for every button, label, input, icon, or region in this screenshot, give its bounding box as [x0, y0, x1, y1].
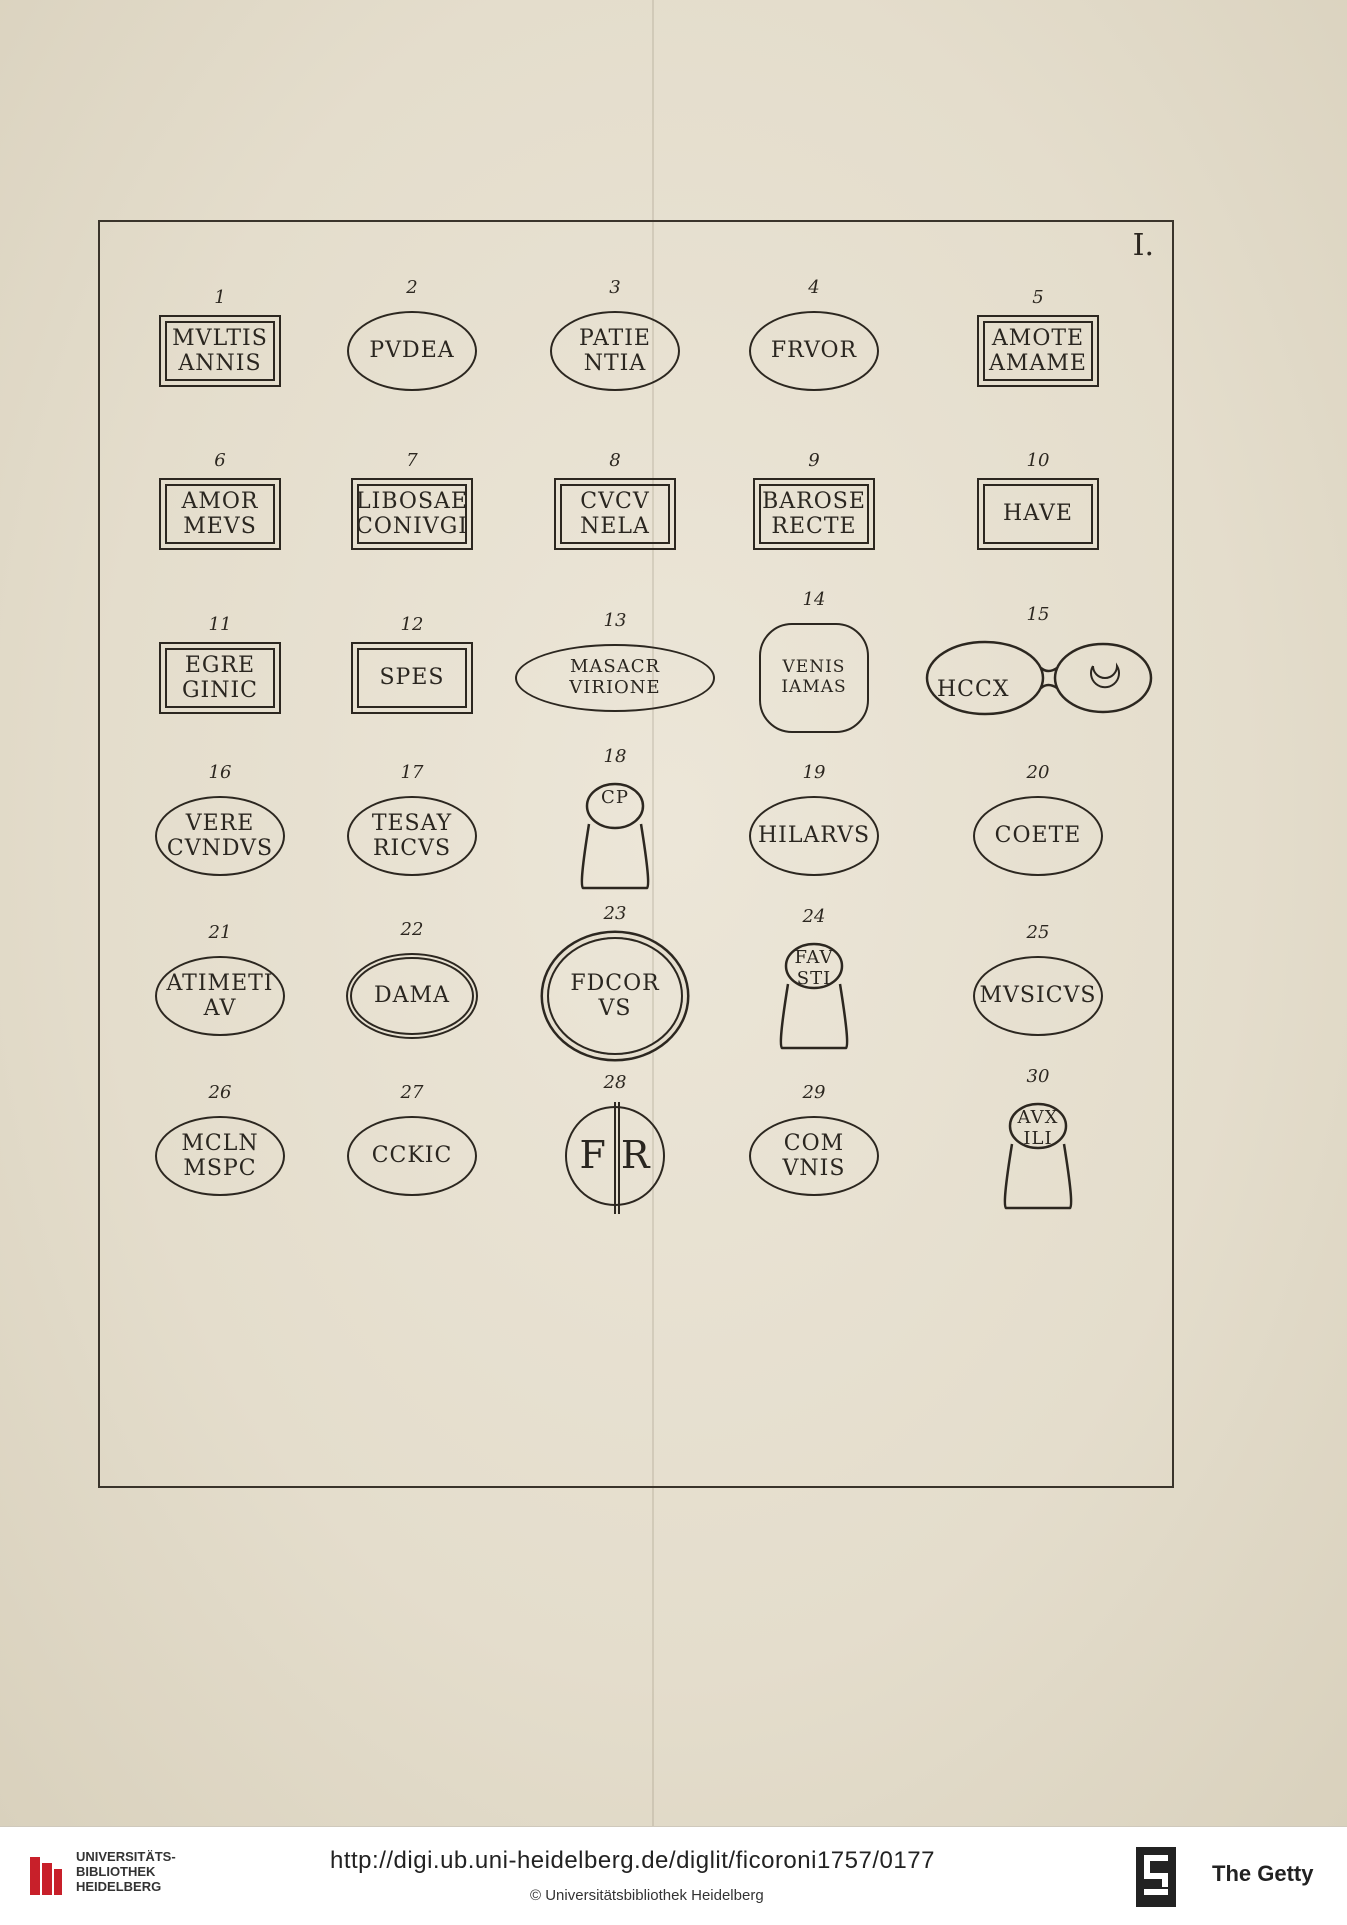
- gem-inscription-line: PATIE: [579, 325, 651, 351]
- gem-inscription-line: MEVS: [183, 514, 257, 539]
- gem-inscription-line: LIBOSAE: [356, 488, 468, 514]
- copyright-notice: © Universitätsbibliothek Heidelberg: [530, 1887, 764, 1904]
- gem-shape: [347, 796, 477, 876]
- gem-number: 1: [214, 287, 226, 308]
- gem-inscription-line: AMOTE: [991, 325, 1085, 351]
- gem-inscription-line: EGRE: [184, 652, 256, 678]
- gem-number: 7: [406, 450, 418, 471]
- gem-inscription-line: VERE: [185, 810, 255, 836]
- gem-inscription-line: COM: [783, 1130, 845, 1156]
- gem-inscription-line: RECTE: [771, 514, 857, 539]
- gem-inscription-line: ILI: [1023, 1127, 1053, 1149]
- getty-name: The Getty: [1212, 1861, 1314, 1886]
- gem-inscription-line: RICVS: [372, 836, 452, 861]
- gem-number: 26: [208, 1082, 232, 1103]
- library-name-line-1: UNIVERSITÄTS-: [76, 1849, 176, 1864]
- gem-inscription-line: MSPC: [183, 1156, 257, 1181]
- gem-inscription-line: MVSICVS: [979, 983, 1097, 1009]
- gem-shape: [996, 1100, 1080, 1212]
- gem-inscription-line: AVX: [1017, 1107, 1059, 1128]
- gem-shape: [749, 311, 879, 391]
- gem-number: 4: [808, 277, 820, 298]
- gem-shape: [759, 623, 869, 733]
- gem-item: [347, 762, 477, 876]
- gem-inscription-line: ATIMETI: [166, 970, 274, 996]
- gem-inscription-line: IAMAS: [781, 677, 847, 697]
- gem-shape: [772, 940, 856, 1052]
- gem-item: [155, 762, 285, 876]
- gem-inscription-line: MASACR: [569, 656, 661, 678]
- gem-inscription-line: SPES: [379, 665, 445, 691]
- gem-shape: [357, 484, 467, 544]
- gem-inscription-line: CONIVGI: [356, 514, 468, 539]
- gem-number: 13: [603, 610, 627, 631]
- gem-inscription-line: MCLN: [181, 1130, 259, 1156]
- gem-shape: [547, 937, 683, 1055]
- gem-item: [973, 762, 1103, 876]
- gem-inscription-line: CP: [601, 787, 629, 808]
- gem-number: 17: [400, 762, 424, 783]
- gem-number: 21: [208, 922, 232, 943]
- gem-item: [983, 287, 1093, 381]
- gem-inscription-line: GINIC: [181, 678, 259, 703]
- gem-inscription-line: VNIS: [782, 1156, 846, 1181]
- gem-item: [772, 906, 856, 1052]
- gem-item: [749, 762, 879, 876]
- gem-number: 18: [603, 746, 627, 767]
- gem-number: 24: [802, 906, 826, 927]
- gem-inscription-line: CVCV: [580, 488, 650, 514]
- gem-item: [573, 746, 657, 892]
- gem-shape: [346, 953, 478, 1039]
- gem-number: 30: [1026, 1066, 1050, 1087]
- gem-number: 28: [603, 1072, 627, 1093]
- gem-number: 27: [400, 1082, 424, 1103]
- library-name-line-2: BIBLIOTHEK: [76, 1864, 156, 1879]
- gem-item: [749, 277, 879, 391]
- gem-shape: [347, 1116, 477, 1196]
- gem-inscription-line: HAVE: [1003, 501, 1073, 527]
- gem-shape: [759, 484, 869, 544]
- gem-shape: [749, 1116, 879, 1196]
- gem-item: [165, 287, 275, 381]
- gem-item: [565, 1072, 665, 1206]
- gem-number: 20: [1026, 762, 1050, 783]
- gem-inscription-line: MVLTIS: [172, 325, 268, 351]
- gem-shape: [550, 311, 680, 391]
- gem-inscription-line: DAMA: [374, 983, 450, 1009]
- gem-shape: [973, 796, 1103, 876]
- gem-item: [550, 277, 680, 391]
- gem-inscription-line: NTIA: [583, 351, 647, 376]
- gem-shape: [973, 956, 1103, 1036]
- gem-number: 11: [208, 614, 232, 635]
- gem-shape: [983, 484, 1093, 544]
- gem-inscription-line: BAROSE: [762, 488, 866, 514]
- gem-inscription-line: VS: [598, 996, 632, 1021]
- getty-logo-icon: [1134, 1845, 1178, 1909]
- gem-item: [749, 1082, 879, 1196]
- split-divider: [614, 1102, 620, 1214]
- gem-shape: [515, 644, 715, 712]
- gem-number: 2: [406, 277, 418, 298]
- gem-inscription-line: HCCX: [937, 677, 1010, 703]
- gem-item: [155, 1082, 285, 1196]
- gem-number: 5: [1032, 287, 1044, 308]
- gem-shape: [165, 321, 275, 381]
- gem-item: [923, 604, 1153, 718]
- library-name-line-3: HEIDELBERG: [76, 1879, 162, 1894]
- gem-shape: [155, 956, 285, 1036]
- gem-shape: [749, 796, 879, 876]
- gem-item: [547, 903, 683, 1055]
- gem-shape: [560, 484, 670, 544]
- gem-item: [347, 277, 477, 391]
- viewer-footer: [0, 1826, 1347, 1925]
- gem-number: 9: [808, 450, 820, 471]
- gem-shape: [347, 311, 477, 391]
- gem-item: [155, 922, 285, 1036]
- gem-inscription-line: AMAME: [989, 351, 1087, 376]
- gem-inscription-line: HILARVS: [757, 823, 871, 849]
- gem-item: [165, 614, 275, 708]
- gem-shape: [165, 484, 275, 544]
- gem-inscription-line: VIRIONE: [569, 677, 661, 698]
- gem-shape: [357, 648, 467, 708]
- gem-item: [759, 589, 869, 733]
- gem-inscription-line: ANNIS: [178, 351, 262, 376]
- heidelberg-library-logo-icon: [26, 1853, 66, 1899]
- gem-inscription-line: FRVOR: [770, 338, 858, 364]
- gem-item: [560, 450, 670, 544]
- library-name: [76, 1849, 176, 1894]
- gem-inscription-line: AV: [203, 996, 237, 1021]
- gem-item: [357, 614, 467, 708]
- gem-inscription-line: PVDEA: [369, 338, 455, 364]
- gem-number: 12: [400, 614, 424, 635]
- gem-inscription-line: R: [620, 1133, 651, 1178]
- gem-item: [347, 1082, 477, 1196]
- gem-number: 22: [400, 919, 424, 940]
- gem-inscription-line: NELA: [580, 514, 650, 539]
- gem-item: [973, 922, 1103, 1036]
- gem-shape: [155, 1116, 285, 1196]
- gem-shape: [573, 780, 657, 892]
- gem-shape: [983, 321, 1093, 381]
- gem-number: 15: [1026, 604, 1050, 625]
- gem-number: 8: [609, 450, 621, 471]
- gem-item: [346, 919, 478, 1039]
- permalink-url[interactable]: http://digi.ub.uni-heidelberg.de/diglit/ficoroni1757/0177: [330, 1847, 935, 1874]
- gem-inscription-line: TESAY: [371, 810, 453, 836]
- gem-item: [515, 610, 715, 712]
- plate-number: I.: [1132, 228, 1154, 263]
- gem-inscription-line: VENIS: [782, 657, 846, 678]
- gem-shape: [923, 638, 1153, 718]
- gem-number: 6: [214, 450, 226, 471]
- gem-inscription-line: STI: [796, 967, 832, 989]
- gem-inscription-line: FDCOR: [570, 970, 660, 996]
- gem-number: 10: [1026, 450, 1050, 471]
- gem-shape: [165, 648, 275, 708]
- gem-item: [983, 450, 1093, 544]
- gem-number: 14: [802, 589, 826, 610]
- gem-shape: [565, 1106, 665, 1206]
- gem-item: [165, 450, 275, 544]
- gem-inscription-line: COETE: [994, 823, 1082, 849]
- gem-shape: [155, 796, 285, 876]
- gem-inscription-line: F: [579, 1133, 607, 1178]
- gem-number: 16: [208, 762, 232, 783]
- engraved-plate: [98, 220, 1174, 1488]
- gem-inscription-line: AMOR: [181, 488, 259, 514]
- gem-item: [996, 1066, 1080, 1212]
- gem-number: 23: [603, 903, 627, 924]
- gem-item: [759, 450, 869, 544]
- gem-inscription-line: CCKIC: [371, 1143, 453, 1169]
- gem-inscription-line: FAV: [794, 947, 834, 968]
- gem-item: [356, 450, 468, 544]
- gem-number: 19: [802, 762, 826, 783]
- gem-number: 25: [1026, 922, 1050, 943]
- gem-inscription-line: CVNDVS: [166, 836, 274, 861]
- gem-number: 3: [609, 277, 621, 298]
- gem-number: 29: [802, 1082, 826, 1103]
